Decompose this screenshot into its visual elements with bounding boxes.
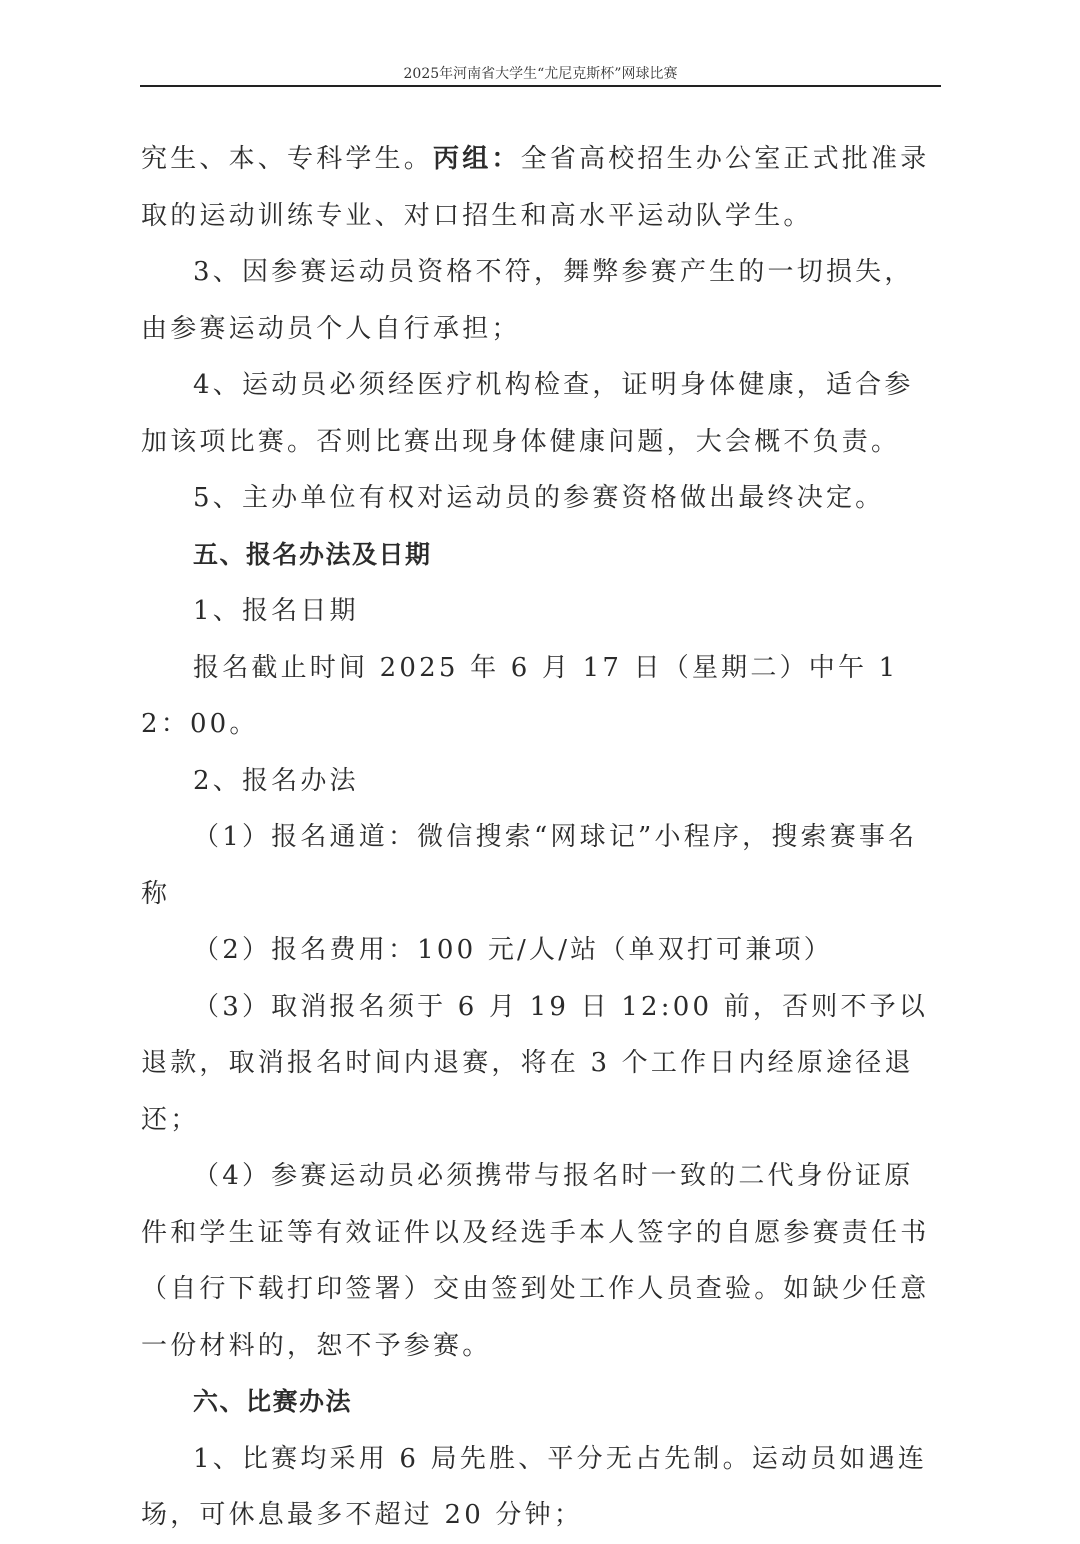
header-rule [140,85,941,87]
section-heading-registration: 五、报名办法及日期 [193,539,432,569]
eligibility-item-5: 5、主办单位有权对运动员的参赛资格做出最终决定。 [193,483,885,513]
registration-sub-4: （4）参赛运动员必须携带与报名时一致的二代身份证原件和学生证等有效证件以及经选手本人签字的自愿参赛责任书（自行下载打印签署）交由签到处工作人员查验。如缺少任意一份材料的，恕不予参赛。 [141,1161,930,1361]
registration-item-1: 1、报名日期 [193,596,359,626]
eligibility-item-4: 4、运动员必须经医疗机构检查，证明身体健康，适合参加该项比赛。否则比赛出现身体健康问题，大会概不负责。 [141,370,914,457]
eligibility-item-3: 3、因参赛运动员资格不符，舞弊参赛产生的一切损失，由参赛运动员个人自行承担； [141,257,914,344]
page-body [141,131,941,1544]
paragraph-text: 全省高校招生办公室正式批准录取的运动训练专业、对口招生和高水平运动队学生。 [141,144,930,231]
group-c-label: 丙组： [433,144,521,174]
running-header: 2025年河南省大学生“尤尼克斯杯”网球比赛 [403,66,678,82]
section-heading-competition: 六、比赛办法 [193,1387,353,1416]
registration-sub-3: （3）取消报名须于 6 月 19 日 12:00 前，否则不予以退款，取消报名时间内退赛，将在 3 个工作日内经原途径退还； [141,991,929,1135]
registration-item-2: 2、报名办法 [193,765,359,796]
registration-sub-1: （1）报名通道：微信搜索“网球记”小程序，搜索赛事名称 [141,822,918,909]
registration-deadline: 报名截止时间 2025 年 6 月 17 日（星期二）中午 12：00。 [141,652,899,739]
competition-item-1: 1、比赛均采用 6 局先胜、平分无占先制。运动员如遇连场，可休息最多不超过 20 分钟； [141,1443,928,1530]
registration-sub-2: （2）报名费用：100 元/人/站（单双打可兼项） [193,935,833,965]
paragraph-eligibility-continued [141,131,941,244]
paragraph-text: 究生、本、专科学生。 [141,144,434,174]
